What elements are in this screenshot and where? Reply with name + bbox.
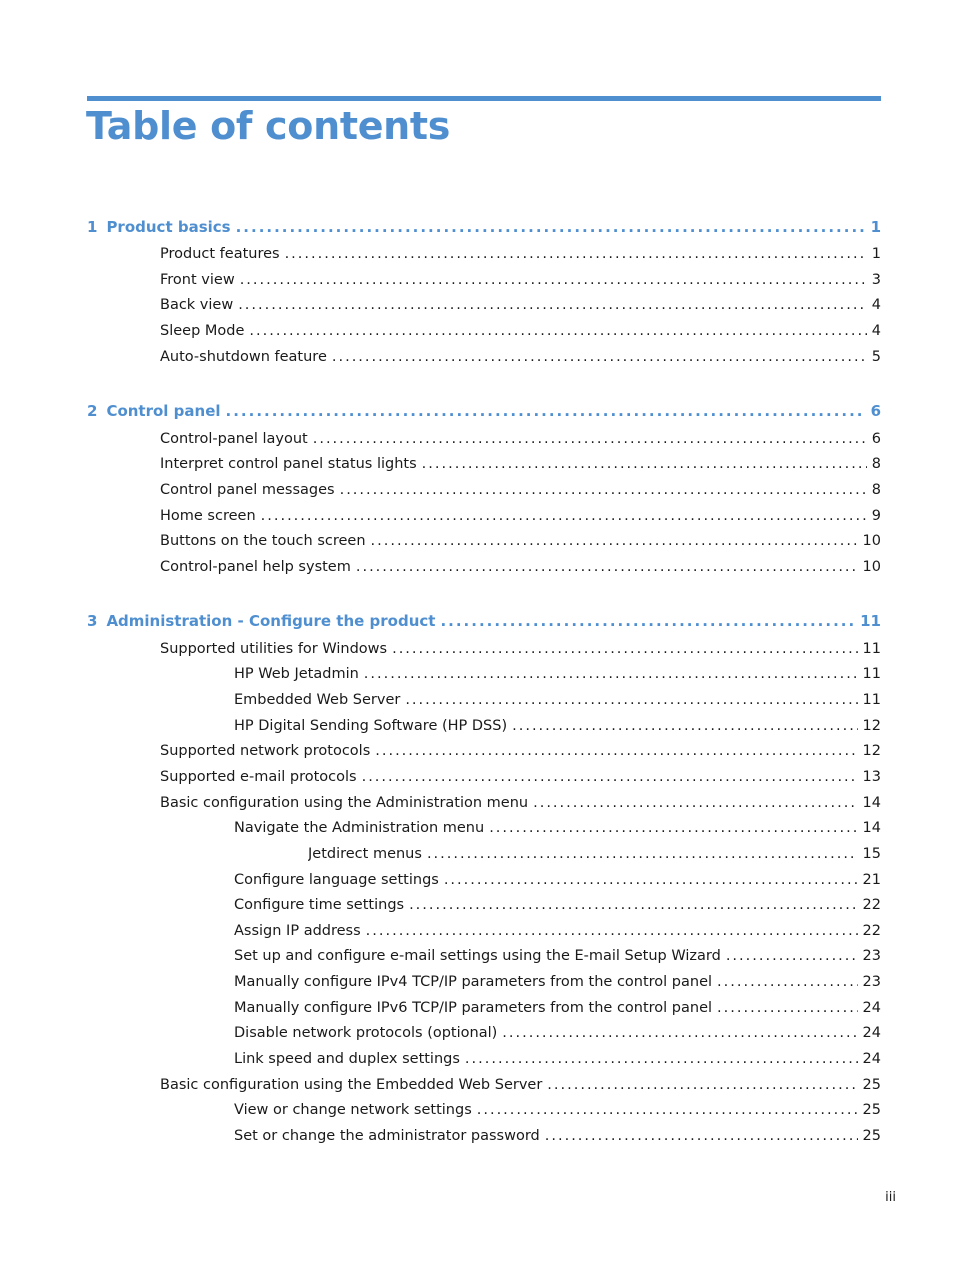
toc-dot-leader bbox=[422, 455, 867, 473]
toc-page-number: 10 bbox=[862, 533, 881, 549]
toc-entry[interactable] bbox=[234, 1127, 881, 1145]
toc-dot-leader bbox=[249, 322, 866, 340]
toc-entry[interactable] bbox=[160, 322, 881, 340]
toc-dot-leader bbox=[502, 1024, 857, 1042]
toc-entry-label: Configure time settings bbox=[234, 897, 405, 913]
toc-page-number: 22 bbox=[862, 897, 881, 913]
toc-page-number: 25 bbox=[862, 1102, 881, 1118]
toc-page-number: 12 bbox=[862, 718, 881, 734]
toc-page-number: 24 bbox=[862, 1051, 881, 1067]
toc-entry[interactable] bbox=[234, 717, 881, 735]
toc-entry[interactable] bbox=[160, 742, 881, 760]
toc-entry-label: Set or change the administrator password bbox=[234, 1128, 540, 1144]
toc-entry[interactable] bbox=[234, 1101, 881, 1119]
toc-entry-label: Assign IP address bbox=[234, 923, 361, 939]
toc-entry-label: Control-panel help system bbox=[160, 559, 351, 575]
toc-dot-leader bbox=[477, 1101, 858, 1119]
toc-dot-leader bbox=[226, 402, 866, 420]
toc-page-number: 6 bbox=[871, 431, 881, 447]
toc-entry-label: Manually configure IPv6 TCP/IP parameters from the control panel bbox=[234, 1000, 713, 1016]
toc-chapter-entry[interactable] bbox=[87, 218, 881, 236]
toc-chapter-number: 2 bbox=[87, 402, 98, 420]
toc-entry-label: Basic configuration using the Administration menu bbox=[160, 795, 529, 811]
toc-entry[interactable] bbox=[160, 558, 881, 576]
toc-dot-leader bbox=[356, 558, 858, 576]
toc-entry-label: View or change network settings bbox=[234, 1102, 472, 1118]
toc-entry-label: Product basics bbox=[106, 218, 231, 236]
toc-dot-leader bbox=[362, 768, 858, 786]
toc-page-number: 24 bbox=[862, 1025, 881, 1041]
toc-dot-leader bbox=[533, 794, 857, 812]
toc-entry[interactable] bbox=[160, 296, 881, 314]
toc-page-number: 1 bbox=[870, 218, 881, 236]
toc-chapter-entry[interactable] bbox=[87, 402, 881, 420]
toc-page-number: 15 bbox=[862, 846, 881, 862]
toc-entry-label: Product features bbox=[160, 246, 280, 262]
toc-entry-label: Jetdirect menus bbox=[308, 846, 422, 862]
toc-entry[interactable] bbox=[308, 845, 881, 863]
toc-entry-label: Administration - Configure the product bbox=[106, 612, 436, 630]
toc-page-number: 21 bbox=[862, 872, 881, 888]
toc-dot-leader bbox=[392, 640, 857, 658]
toc-page-number: 8 bbox=[871, 456, 881, 472]
toc-dot-leader bbox=[261, 507, 867, 525]
toc-page-number: 22 bbox=[862, 923, 881, 939]
toc-chapter-entry[interactable] bbox=[87, 612, 881, 630]
toc-entry[interactable] bbox=[234, 665, 881, 683]
toc-entry-label: Manually configure IPv4 TCP/IP parameters from the control panel bbox=[234, 974, 713, 990]
toc-page-number: 25 bbox=[862, 1077, 881, 1093]
toc-dot-leader bbox=[409, 896, 857, 914]
toc-dot-leader bbox=[366, 922, 858, 940]
toc-entry-label: Embedded Web Server bbox=[234, 692, 401, 708]
toc-chapter-number: 3 bbox=[87, 612, 98, 630]
toc-dot-leader bbox=[427, 845, 858, 863]
toc-entry-label: Set up and configure e-mail settings using the E-mail Setup Wizard bbox=[234, 948, 721, 964]
toc-entry[interactable] bbox=[160, 1076, 881, 1094]
toc-dot-leader bbox=[465, 1050, 858, 1068]
toc-entry-label: Basic configuration using the Embedded Web Server bbox=[160, 1077, 543, 1093]
page-title: Table of contents bbox=[86, 104, 451, 148]
toc-dot-leader bbox=[405, 691, 857, 709]
toc-page-number: 12 bbox=[862, 743, 881, 759]
toc-entry-label: Control panel bbox=[106, 402, 221, 420]
toc-dot-leader bbox=[489, 819, 857, 837]
toc-entry[interactable] bbox=[160, 532, 881, 550]
toc-entry[interactable] bbox=[234, 922, 881, 940]
toc-entry-label: HP Digital Sending Software (HP DSS) bbox=[234, 718, 508, 734]
toc-dot-leader bbox=[240, 271, 867, 289]
toc-entry[interactable] bbox=[234, 871, 881, 889]
toc-page-number: 8 bbox=[871, 482, 881, 498]
toc-dot-leader bbox=[371, 532, 858, 550]
toc-dot-leader bbox=[285, 245, 867, 263]
toc-page-number: 5 bbox=[871, 349, 881, 365]
toc-entry[interactable] bbox=[234, 819, 881, 837]
toc-entry[interactable] bbox=[160, 455, 881, 473]
toc-page-number: 14 bbox=[862, 795, 881, 811]
toc-entry-label: Navigate the Administration menu bbox=[234, 820, 485, 836]
toc-page-number: 23 bbox=[862, 974, 881, 990]
toc-dot-leader bbox=[545, 1127, 858, 1145]
toc-entry-label: Auto-shutdown feature bbox=[160, 349, 327, 365]
toc-dot-leader bbox=[332, 348, 867, 366]
page-number: iii bbox=[885, 1190, 896, 1205]
toc-dot-leader bbox=[375, 742, 857, 760]
toc-entry-label: Control-panel layout bbox=[160, 431, 308, 447]
toc-entry-label: HP Web Jetadmin bbox=[234, 666, 359, 682]
toc-entry[interactable] bbox=[160, 768, 881, 786]
toc-entry-label: Sleep Mode bbox=[160, 323, 245, 339]
toc-dot-leader bbox=[717, 973, 858, 991]
toc-dot-leader bbox=[547, 1076, 857, 1094]
toc-entry-label: Supported e-mail protocols bbox=[160, 769, 357, 785]
toc-entry-label: Disable network protocols (optional) bbox=[234, 1025, 498, 1041]
toc-entry-label: Supported utilities for Windows bbox=[160, 641, 388, 657]
toc-entry-label: Back view bbox=[160, 297, 234, 313]
toc-page-number: 11 bbox=[862, 666, 881, 682]
toc-page-number: 23 bbox=[862, 948, 881, 964]
toc-dot-leader bbox=[313, 430, 867, 448]
toc-dot-leader bbox=[444, 871, 858, 889]
toc-page-number: 13 bbox=[862, 769, 881, 785]
toc-page-number: 24 bbox=[862, 1000, 881, 1016]
toc-page-number: 10 bbox=[862, 559, 881, 575]
toc-page-number: 11 bbox=[862, 641, 881, 657]
toc-entry[interactable] bbox=[234, 1050, 881, 1068]
toc-entry-label: Interpret control panel status lights bbox=[160, 456, 417, 472]
toc-page-number: 9 bbox=[871, 508, 881, 524]
toc-page-number: 4 bbox=[871, 297, 881, 313]
toc-entry[interactable] bbox=[160, 794, 881, 812]
toc-entry[interactable] bbox=[160, 481, 881, 499]
toc-page-number: 4 bbox=[871, 323, 881, 339]
toc-entry[interactable] bbox=[160, 245, 881, 263]
toc-page-number: 1 bbox=[871, 246, 881, 262]
toc-dot-leader bbox=[364, 665, 858, 683]
toc-entry-label: Front view bbox=[160, 272, 235, 288]
toc-page-number: 3 bbox=[871, 272, 881, 288]
toc-dot-leader bbox=[238, 296, 867, 314]
toc-dot-leader bbox=[440, 612, 855, 630]
toc-entry-label: Buttons on the touch screen bbox=[160, 533, 366, 549]
toc-entry-label: Link speed and duplex settings bbox=[234, 1051, 460, 1067]
toc-entry-label: Configure language settings bbox=[234, 872, 439, 888]
toc-page-number: 6 bbox=[870, 402, 881, 420]
toc-page-number: 25 bbox=[862, 1128, 881, 1144]
toc-entry[interactable] bbox=[234, 947, 881, 965]
toc-entry-label: Home screen bbox=[160, 508, 256, 524]
toc-entry[interactable] bbox=[234, 896, 881, 914]
toc-entry[interactable] bbox=[234, 999, 881, 1017]
toc-dot-leader bbox=[726, 947, 858, 965]
toc-entry[interactable] bbox=[234, 691, 881, 709]
toc-page-number: 14 bbox=[862, 820, 881, 836]
toc-entry-label: Supported network protocols bbox=[160, 743, 371, 759]
toc-dot-leader bbox=[717, 999, 858, 1017]
toc-dot-leader bbox=[512, 717, 857, 735]
title-rule bbox=[87, 96, 881, 101]
toc-entry[interactable] bbox=[160, 271, 881, 289]
toc-entry[interactable] bbox=[160, 348, 881, 366]
toc-dot-leader bbox=[236, 218, 866, 236]
toc-entry[interactable] bbox=[160, 507, 881, 525]
toc-page-number: 11 bbox=[862, 692, 881, 708]
toc-page-number: 11 bbox=[860, 612, 881, 630]
toc-entry[interactable] bbox=[160, 640, 881, 658]
toc-entry[interactable] bbox=[160, 430, 881, 448]
toc-chapter-number: 1 bbox=[87, 218, 98, 236]
toc-dot-leader bbox=[340, 481, 867, 499]
toc-entry-label: Control panel messages bbox=[160, 482, 335, 498]
toc-entry[interactable] bbox=[234, 1024, 881, 1042]
toc-entry[interactable] bbox=[234, 973, 881, 991]
